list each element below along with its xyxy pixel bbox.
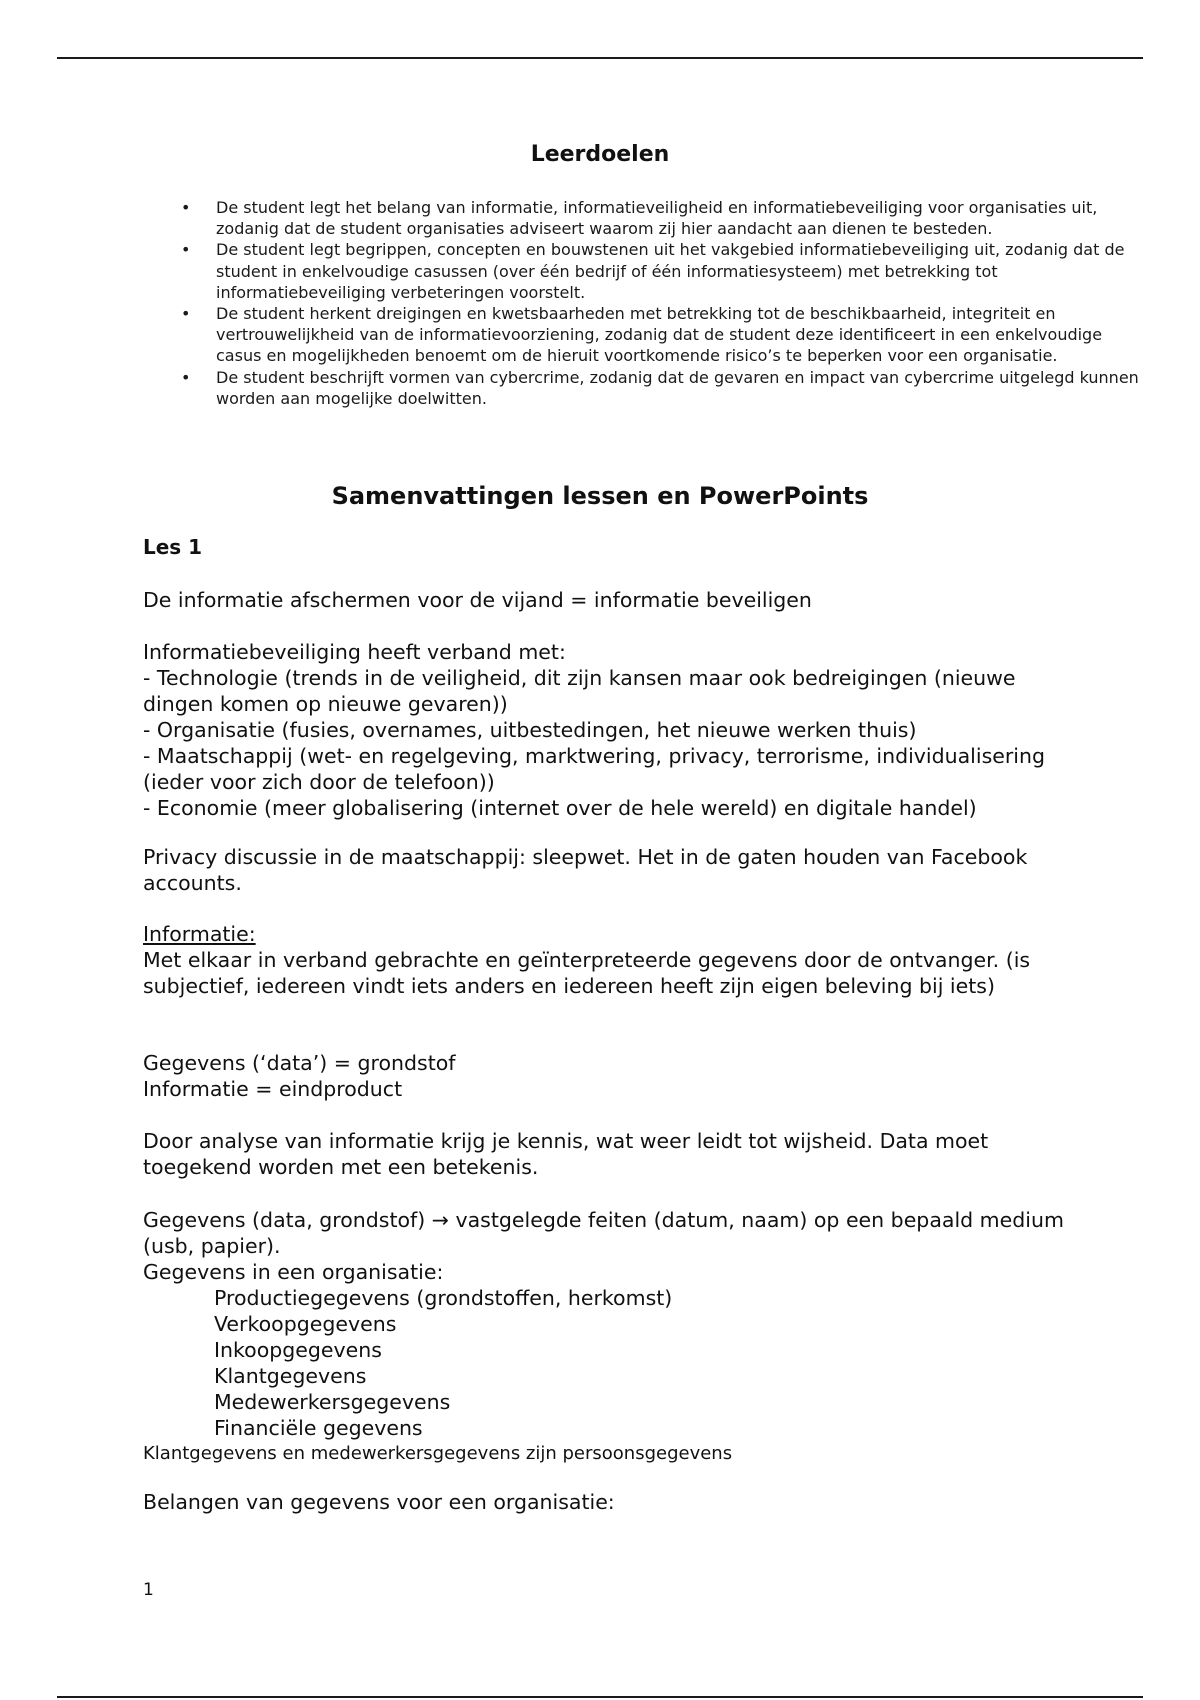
list-item: Medewerkersgegevens [214, 1390, 451, 1414]
list-item: Productiegegevens (grondstoffen, herkomst) [214, 1286, 673, 1310]
paragraph-definition [143, 587, 1073, 613]
paragraph-text: Met elkaar in verband gebrachte en geïnterpreteerde gegevens door de ontvanger. (is subjectief, iedereen vindt iets anders en iedereen heeft zijn eigen beleving bij iets) [143, 948, 1031, 998]
paragraph-gegevens-informatie [143, 1050, 1073, 1102]
paragraph-analyse [143, 1128, 1073, 1180]
list-item: Klantgegevens [214, 1364, 367, 1388]
paragraph-informatie [143, 921, 1073, 999]
section-title-samenvattingen: Samenvattingen lessen en PowerPoints [331, 482, 869, 510]
paragraph-text: Door analyse van informatie krijg je kennis, wat weer leidt tot wijsheid. Data moet toegekend worden met een betekenis. [143, 1129, 989, 1179]
footer-rule [57, 1696, 1143, 1698]
header-rule [57, 57, 1143, 59]
paragraph-privacy [143, 844, 1073, 896]
les-heading: Les 1 [143, 535, 203, 559]
paragraph-text: Gegevens (data, grondstof) → vastgelegde feiten (datum, naam) op een bepaald medium (usb, papier). [143, 1208, 1064, 1258]
list-title: Gegevens in een organisatie: [143, 1260, 444, 1284]
paragraph-line: - Organisatie (fusies, overnames, uitbestedingen, het nieuwe werken thuis) [143, 718, 917, 742]
list-item: Financiële gegevens [214, 1416, 423, 1440]
paragraph-line: Gegevens (‘data’) = grondstof [143, 1051, 456, 1075]
paragraph-line: - Maatschappij (wet- en regelgeving, marktwering, privacy, terrorisme, individualisering (ieder voor zich door de telefoon)) [143, 744, 1045, 794]
paragraph-text: Belangen van gegevens voor een organisatie: [143, 1490, 615, 1514]
page-number: 1 [143, 1580, 154, 1600]
goal-item: • De student beschrijft vormen van cybercrime, zodanig dat de gevaren en impact van cybercrime uitgelegd kunnen worden aan mogelijke doelwitten. [216, 367, 1146, 409]
list-item: Inkoopgegevens [214, 1338, 382, 1362]
paragraph-line: - Economie (meer globalisering (internet over de hele wereld) en digitale handel) [143, 796, 977, 820]
list-item: Verkoopgegevens [214, 1312, 397, 1336]
paragraph-line: - Technologie (trends in de veiligheid, dit zijn kansen maar ook bedreigingen (nieuwe dingen komen op nieuwe gevaren)) [143, 666, 1016, 716]
goal-item: • De student legt het belang van informatie, informatieveiligheid en informatiebeveiliging voor organisaties uit, zodanig dat de student organisaties adviseert waarom zij hier aandacht aan dienen te besteden. [216, 197, 1146, 239]
informatie-heading: Informatie: [143, 922, 256, 946]
paragraph-verband [143, 639, 1073, 821]
learning-goals-list [143, 197, 1146, 409]
section-title-leerdoelen: Leerdoelen [530, 142, 670, 167]
paragraph-text: De informatie afschermen voor de vijand = informatie beveiligen [143, 588, 812, 612]
paragraph-text: Privacy discussie in de maatschappij: sleepwet. Het in de gaten houden van Facebook accounts. [143, 845, 1028, 895]
paragraph-belangen [143, 1489, 1073, 1515]
goal-item: • De student legt begrippen, concepten en bouwstenen uit het vakgebied informatiebeveiliging uit, zodanig dat de student in enkelvoudige casussen (over één bedrijf of één informatiesysteem) met betrekking tot informatiebeveiliging verbeteringen voorstelt. [216, 239, 1146, 303]
paragraph-gegevens-organisatie [143, 1207, 1073, 1467]
goal-item: • De student herkent dreigingen en kwetsbaarheden met betrekking tot de beschikbaarheid, integriteit en vertrouwelijkheid van de informatievoorziening, zodanig dat de student deze identificeert in een enkelvoudige casus en mogelijkheden benoemt om de hieruit voortkomende risico’s te beperken voor een organisatie. [216, 303, 1146, 367]
persoonsgegevens-note: Klantgegevens en medewerkersgegevens zijn persoonsgegevens [143, 1443, 733, 1464]
paragraph-line: Informatie = eindproduct [143, 1077, 403, 1101]
paragraph-line: Informatiebeveiliging heeft verband met: [143, 640, 566, 664]
